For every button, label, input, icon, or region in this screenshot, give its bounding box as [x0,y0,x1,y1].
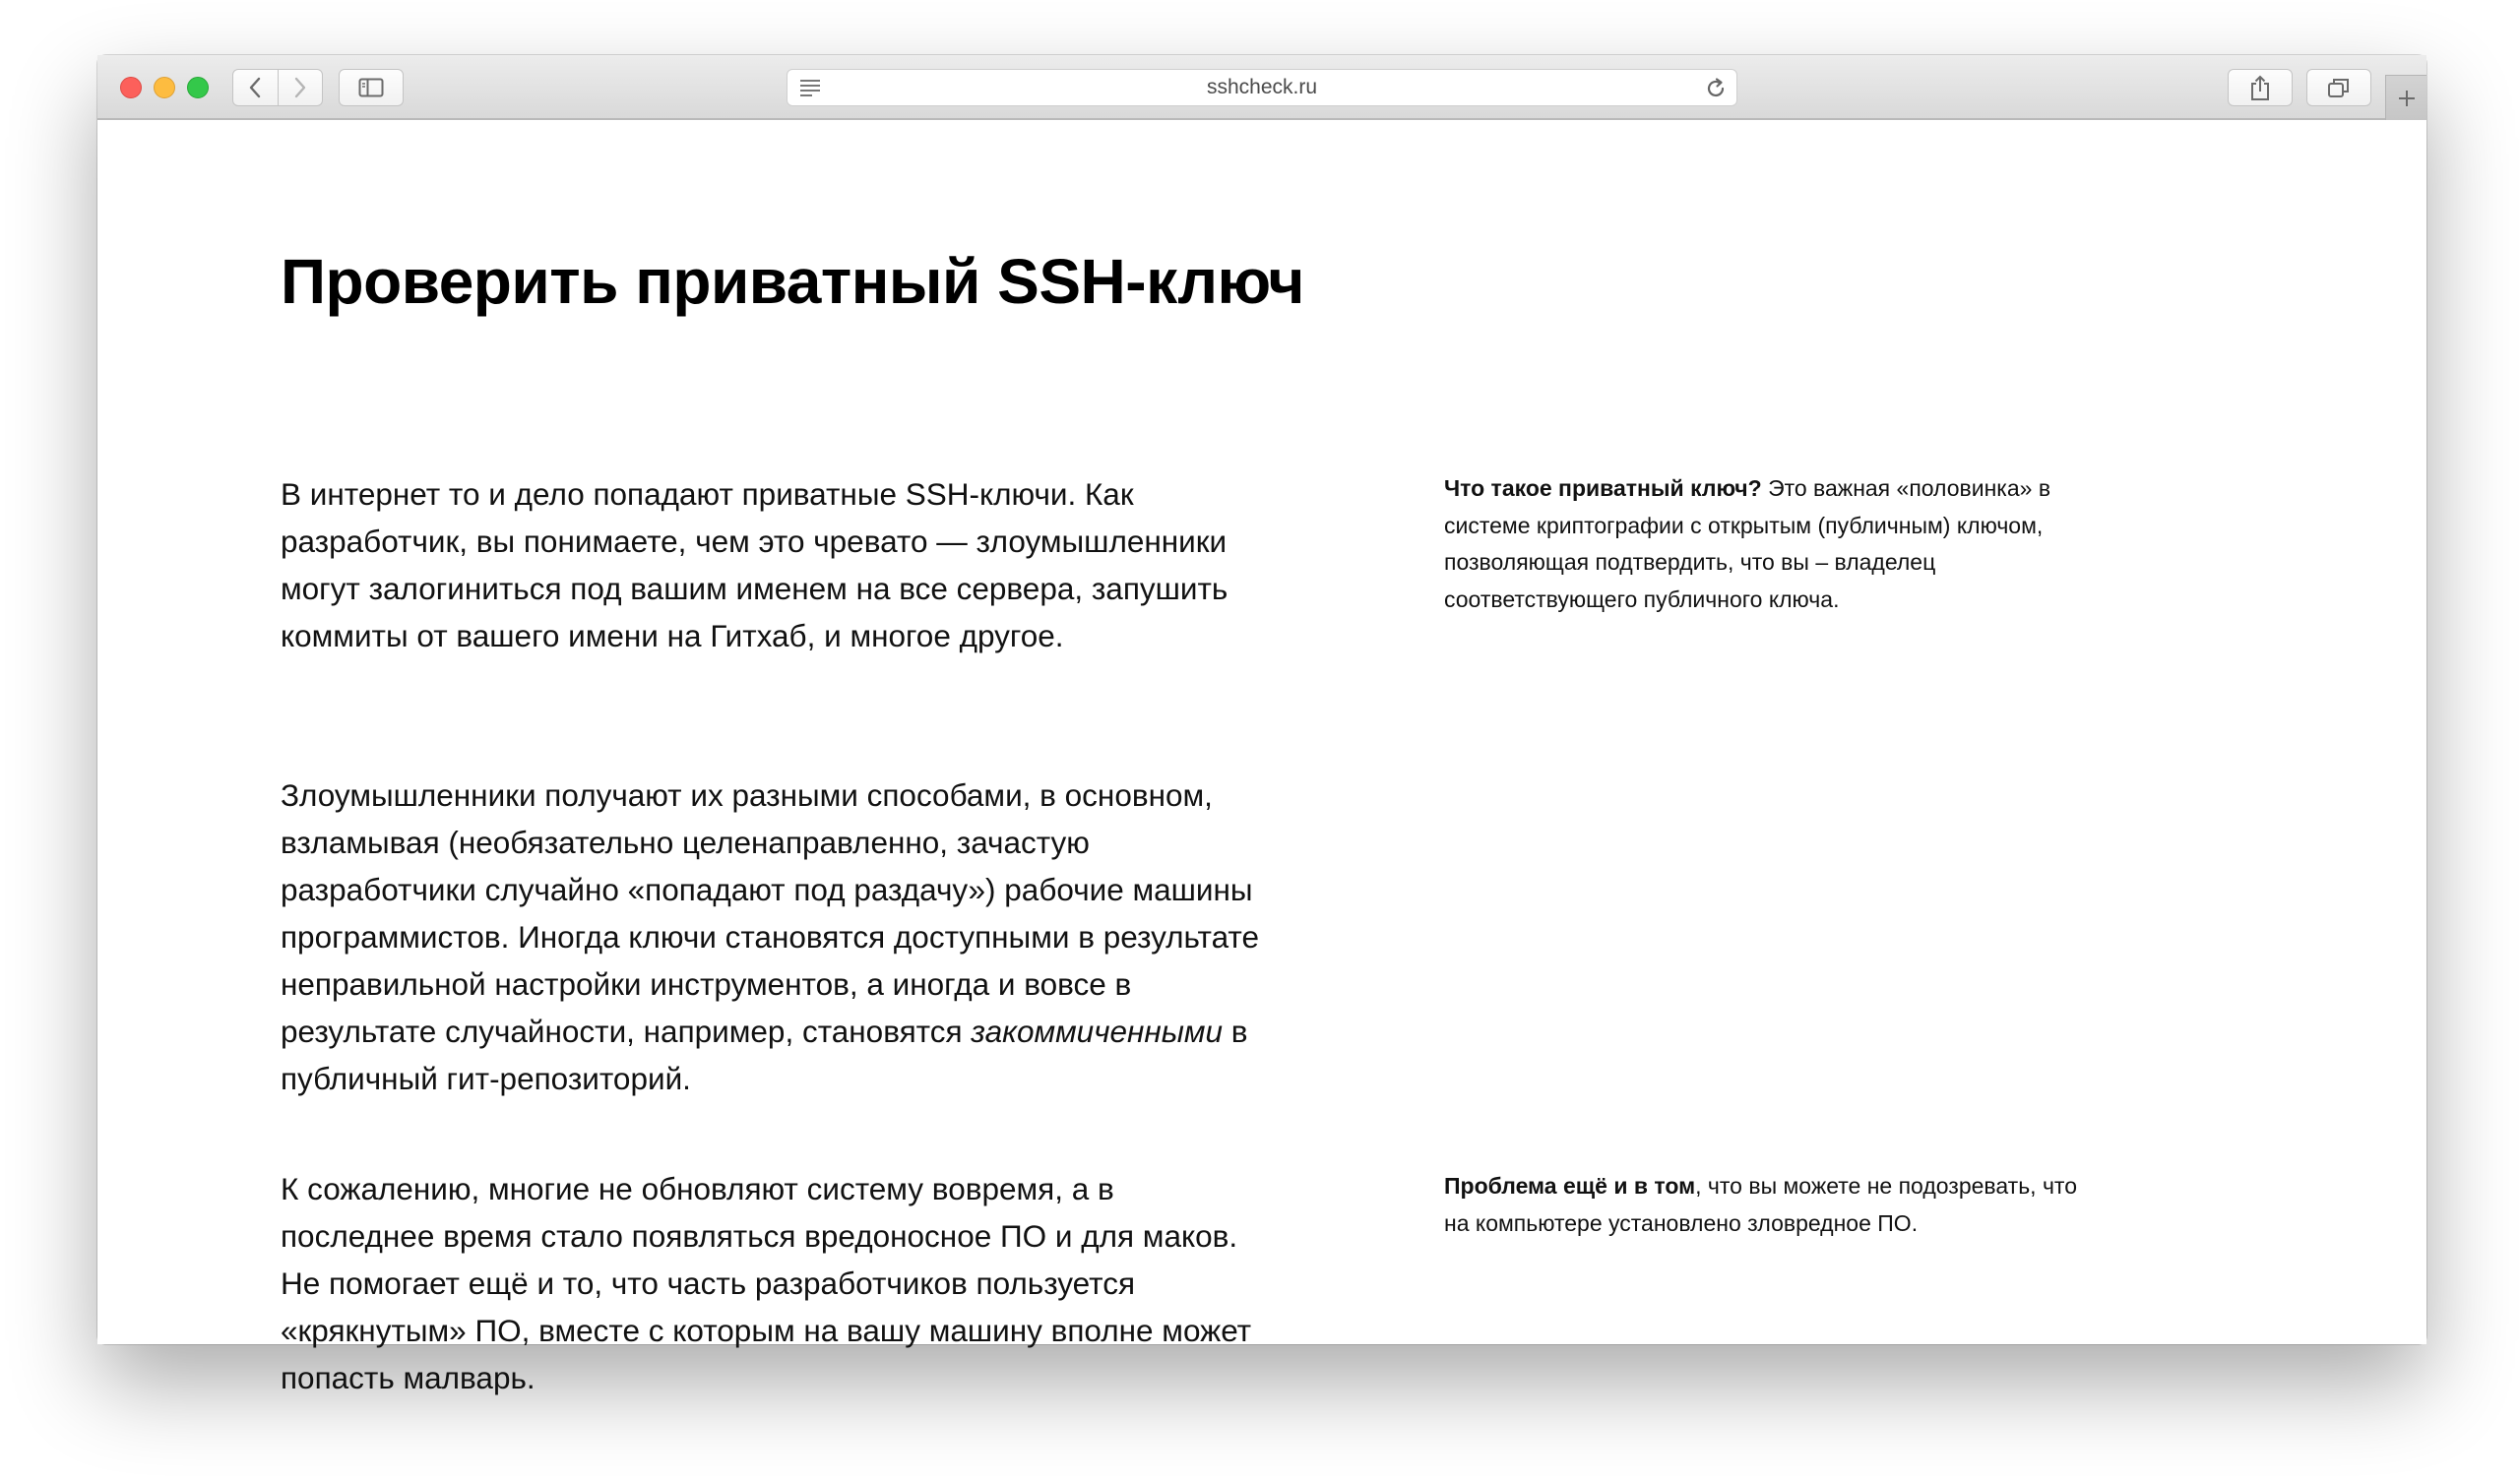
emphasis-text: закоммиченными [971,1014,1223,1049]
share-icon [2249,74,2271,101]
sidenote-text: Это важная «половинка» в системе криптографии с открытым (публичным) ключом, позволяющая подтвердить, что вы – владелец соответствующего публичного ключа. [1444,475,2051,612]
sidenote-malware [1444,1168,2094,1242]
plus-icon [2397,89,2417,108]
tabs-icon [2327,77,2351,98]
malware-paragraph: К сожалению, многие не обновляют систему вовремя, а в последнее время стало появляться вредоносное ПО и для маков. Не помогает ещё и то, что часть разработчиков пользуется «крякнутым» ПО, вместе с которым на вашу машину вполне может попасть малварь. [281,1171,1252,1395]
forward-button[interactable] [278,70,323,105]
navigation-buttons [232,69,323,106]
page-title: Проверить приватный SSH-ключ [281,246,1304,317]
browser-window [97,55,2426,1395]
page-content [97,120,2426,1395]
share-button[interactable] [2228,69,2293,106]
methods-paragraph [281,771,1275,1102]
chevron-left-icon [248,77,262,98]
back-button[interactable] [233,70,278,105]
browser-toolbar [97,55,2426,120]
reload-icon[interactable] [1704,77,1728,100]
address-bar[interactable] [787,69,1737,106]
sidebar-button[interactable] [339,69,404,106]
intro-paragraph: В интернет то и дело попадают приватные SSH-ключи. Как разработчик, вы понимаете, чем это чревато — злоумышленники могут залогиниться под вашим именем на все сервера, запушить коммиты от вашего имени на Гитхаб, и многое другое. [281,476,1228,653]
zoom-window-button[interactable] [187,77,209,98]
minimize-window-button[interactable] [154,77,175,98]
new-tab-button[interactable] [2385,75,2426,120]
chevron-right-icon [293,77,307,98]
sidenote-heading: Что такое приватный ключ? [1444,475,1762,501]
sidenote-heading: Проблема ещё и в том [1444,1173,1696,1199]
address-url[interactable]: sshcheck.ru [1206,76,1318,98]
show-tabs-button[interactable] [2306,69,2371,106]
sidebar-icon [358,78,384,97]
close-window-button[interactable] [120,77,142,98]
sidenote-private-key [1444,470,2094,618]
methods-text-end: в публичный гит-репозиторий. [281,1014,1248,1096]
sidenote-text: , что вы можете не подозревать, что на компьютере установлено зловредное ПО. [1444,1173,2078,1236]
methods-text: Злоумышленники получают их разными способами, в основном, взламывая (необязательно целенаправленно, зачастую разработчики случайно «попадают под раздачу») рабочие машины программистов. Иногда ключи становятся доступными в результате неправильной настройки инструментов, а иногда и вовсе в результате случайности, например, становятся [281,777,1260,1049]
